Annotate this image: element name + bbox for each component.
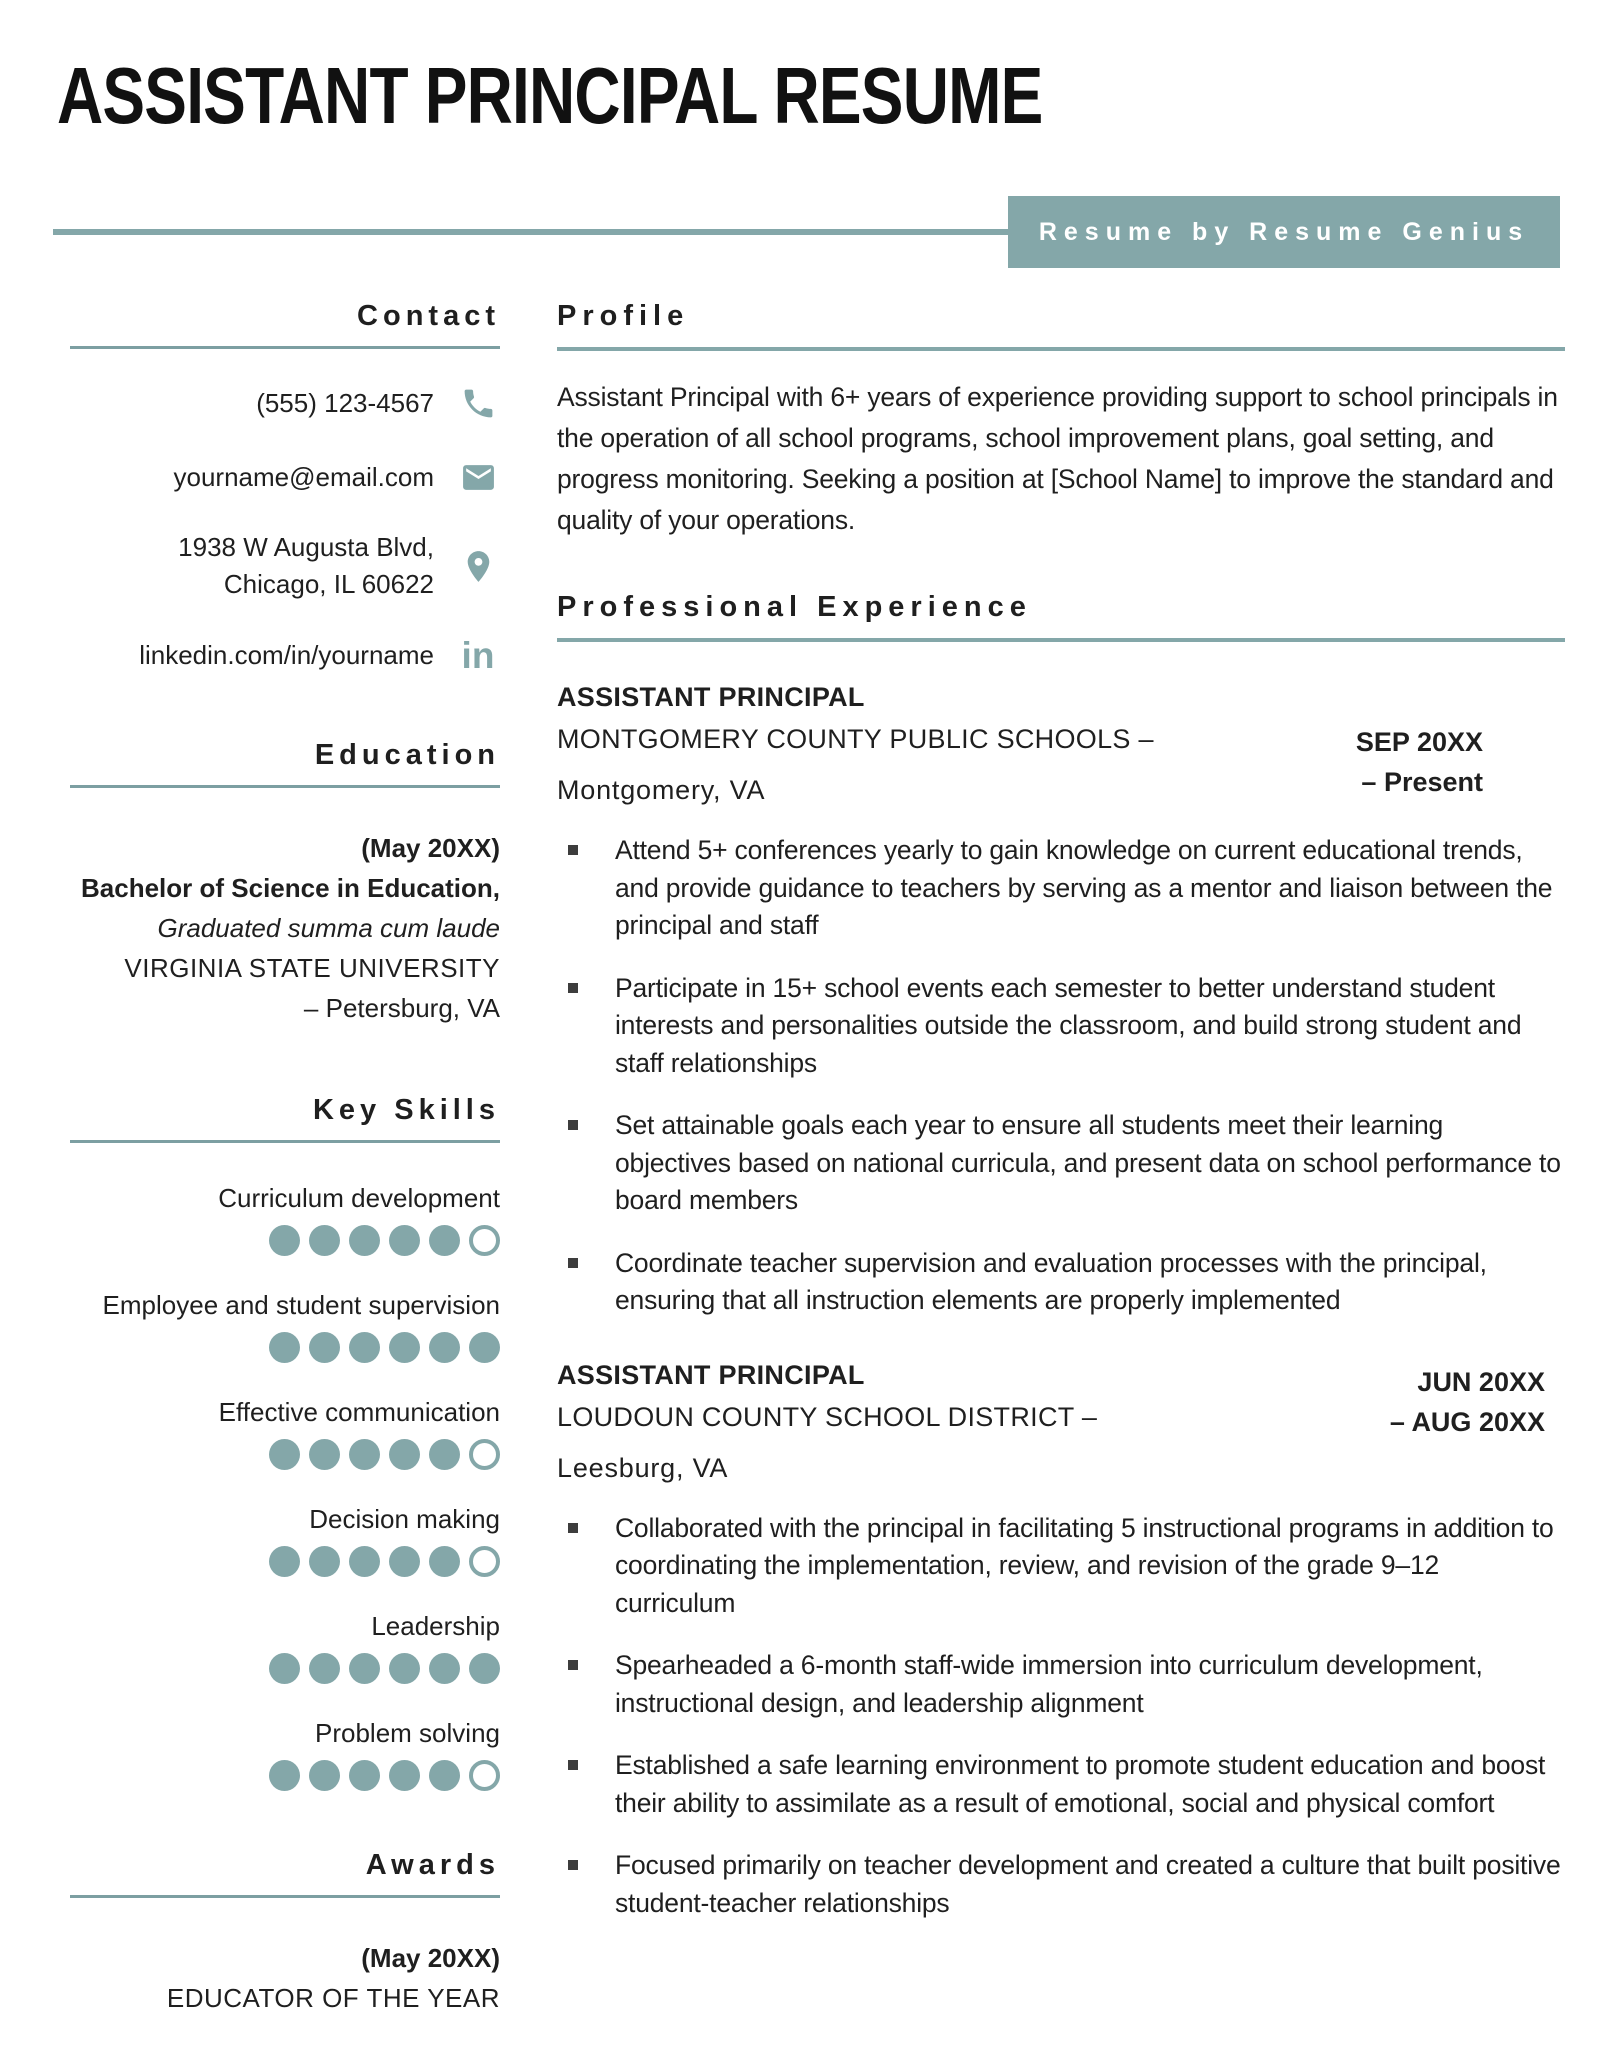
job-bullet: Collaborated with the principal in facilitating 5 instructional programs in addition to coordinating the implementation, review, and revision of the grade 9–12 curriculum: [557, 1510, 1565, 1623]
skill-rating: [70, 1546, 500, 1577]
contact-row-address: [70, 529, 500, 603]
street-address: 1938 W Augusta Blvd, Chicago, IL 60622: [178, 532, 434, 599]
awards-section: [70, 1849, 500, 2018]
skill-dot-empty: [469, 1546, 500, 1577]
key-skills-section: [70, 1094, 500, 1791]
skill-item: [70, 1397, 500, 1470]
skill-item: [70, 1504, 500, 1577]
skill-item: [70, 1611, 500, 1684]
linkedin-url: linkedin.com/in/yourname: [139, 639, 434, 670]
experience-heading: Professional Experience: [557, 591, 1565, 642]
job-date-end: – Present: [1361, 767, 1483, 797]
skill-dot-filled: [269, 1546, 300, 1577]
job-header: [557, 1360, 1565, 1484]
skill-dot-filled: [389, 1332, 420, 1363]
key-skills-heading: Key Skills: [70, 1094, 500, 1143]
skill-dot-filled: [429, 1225, 460, 1256]
awards-heading: Awards: [70, 1849, 500, 1898]
skill-dot-filled: [349, 1546, 380, 1577]
skill-dot-filled: [269, 1332, 300, 1363]
sidebar: [70, 300, 500, 2018]
education-entry: [70, 828, 500, 1028]
skill-dot-filled: [389, 1439, 420, 1470]
skill-dot-filled: [429, 1653, 460, 1684]
profile-summary: Assistant Principal with 6+ years of experience providing support to school principals in the operation of all school programs, school improvement plans, goal setting, and progress monitoring. Seeking a position at [School Name] to improve the standard and quality of your operations.: [557, 382, 1558, 535]
phone-number: (555) 123-4567: [256, 387, 434, 418]
education-school: VIRGINIA STATE UNIVERSITY: [124, 953, 500, 983]
linkedin-icon: in: [461, 634, 495, 676]
skill-rating: [70, 1225, 500, 1256]
job-location: Montgomery, VA: [557, 775, 766, 805]
skill-dot-filled: [309, 1653, 340, 1684]
skill-label: Effective communication: [218, 1397, 500, 1427]
job-date-start: SEP 20XX: [1355, 727, 1483, 757]
skill-item: [70, 1183, 500, 1256]
skill-dot-filled: [309, 1760, 340, 1791]
job-header: [557, 682, 1565, 806]
award-title: EDUCATOR OF THE YEAR: [166, 1983, 500, 2013]
skill-dot-filled: [269, 1653, 300, 1684]
job-title: ASSISTANT PRINCIPAL: [557, 1359, 865, 1390]
skill-dot-filled: [429, 1760, 460, 1791]
skill-dot-filled: [309, 1225, 340, 1256]
main-column: [557, 300, 1565, 1922]
education-section: [70, 739, 500, 1028]
skill-dot-filled: [309, 1332, 340, 1363]
award-entry: [70, 1938, 500, 2018]
skill-dot-filled: [349, 1760, 380, 1791]
skill-dot-filled: [309, 1439, 340, 1470]
skill-dot-filled: [389, 1653, 420, 1684]
education-heading: Education: [70, 739, 500, 788]
job-bullet: Spearheaded a 6-month staff-wide immersion into curriculum development, instructional design, and leadership alignment: [557, 1647, 1565, 1722]
job-bullet-list: [557, 832, 1565, 1320]
skill-dot-filled: [469, 1653, 500, 1684]
job-company: LOUDOUN COUNTY SCHOOL DISTRICT –: [557, 1401, 1098, 1432]
contact-list: [70, 381, 500, 677]
skill-dot-empty: [469, 1439, 500, 1470]
skill-dot-empty: [469, 1760, 500, 1791]
job-entry: [557, 682, 1565, 1320]
skill-dot-filled: [349, 1653, 380, 1684]
job-date-start: JUN 20XX: [1417, 1366, 1545, 1397]
location-icon: [456, 544, 500, 588]
education-honors: Graduated summa cum laude: [157, 913, 500, 943]
skill-dot-filled: [389, 1225, 420, 1256]
header-divider: [53, 229, 1008, 235]
skill-dot-filled: [349, 1225, 380, 1256]
skill-label: Employee and student supervision: [102, 1290, 500, 1320]
job-dates: [1390, 1362, 1545, 1442]
phone-icon: [456, 381, 500, 425]
contact-row-email: [70, 455, 500, 499]
skill-rating: [70, 1439, 500, 1470]
job-location: Leesburg, VA: [557, 1452, 729, 1483]
job-company: MONTGOMERY COUNTY PUBLIC SCHOOLS –: [557, 724, 1154, 754]
skill-label: Leadership: [371, 1611, 500, 1641]
job-bullet: Participate in 15+ school events each semester to better understand student interests and personalities outside the classroom, and build strong student and staff relationships: [557, 970, 1565, 1083]
job-date-end: – AUG 20XX: [1389, 1406, 1545, 1437]
skill-dot-filled: [429, 1546, 460, 1577]
job-title: ASSISTANT PRINCIPAL: [557, 682, 865, 712]
skill-dot-empty: [469, 1225, 500, 1256]
job-bullet-list: [557, 1510, 1565, 1923]
skill-dot-filled: [469, 1332, 500, 1363]
email-address: yourname@email.com: [173, 461, 434, 492]
job-bullet: Established a safe learning environment to promote student education and boost their ability to assimilate as a result of emotional, social and physical comfort: [557, 1747, 1565, 1822]
skill-dot-filled: [389, 1546, 420, 1577]
education-date: (May 20XX): [361, 833, 500, 863]
job-bullet: Focused primarily on teacher development and created a culture that built positive student-teacher relationships: [557, 1847, 1565, 1922]
job-bullet: Coordinate teacher supervision and evaluation processes with the principal, ensuring that all instruction elements are properly implemented: [557, 1245, 1565, 1320]
brand-badge: Resume by Resume Genius: [1008, 196, 1560, 268]
mail-icon: [456, 455, 500, 499]
education-location: – Petersburg, VA: [303, 993, 500, 1023]
contact-row-linkedin: [70, 633, 500, 677]
skill-dot-filled: [269, 1439, 300, 1470]
job-entry: [557, 1360, 1565, 1923]
skill-label: Problem solving: [315, 1718, 500, 1748]
skill-dot-filled: [269, 1225, 300, 1256]
skill-dot-filled: [429, 1332, 460, 1363]
education-degree: Bachelor of Science in Education,: [81, 873, 500, 903]
job-dates: [1356, 722, 1483, 802]
skill-rating: [70, 1332, 500, 1363]
skill-rating: [70, 1760, 500, 1791]
skill-dot-filled: [349, 1439, 380, 1470]
skill-dot-filled: [429, 1439, 460, 1470]
skill-label: Decision making: [309, 1504, 500, 1534]
skill-dot-filled: [309, 1546, 340, 1577]
contact-heading: Contact: [70, 300, 500, 349]
contact-row-phone: [70, 381, 500, 425]
skill-item: [70, 1290, 500, 1363]
skill-rating: [70, 1653, 500, 1684]
skill-dot-filled: [269, 1760, 300, 1791]
award-date: (May 20XX): [361, 1943, 500, 1973]
skill-label: Curriculum development: [218, 1183, 500, 1213]
skill-dot-filled: [389, 1760, 420, 1791]
job-bullet: Attend 5+ conferences yearly to gain knowledge on current educational trends, and provide guidance to teachers by serving as a mentor and liaison between the principal and staff: [557, 832, 1565, 945]
skill-dot-filled: [349, 1332, 380, 1363]
profile-heading: Profile: [557, 300, 1565, 351]
skills-list: [70, 1183, 500, 1791]
job-bullet: Set attainable goals each year to ensure all students meet their learning objectives based on national curricula, and present data on school performance to board members: [557, 1107, 1565, 1220]
skill-item: [70, 1718, 500, 1791]
page-title: ASSISTANT PRINCIPAL RESUME: [57, 51, 1043, 140]
